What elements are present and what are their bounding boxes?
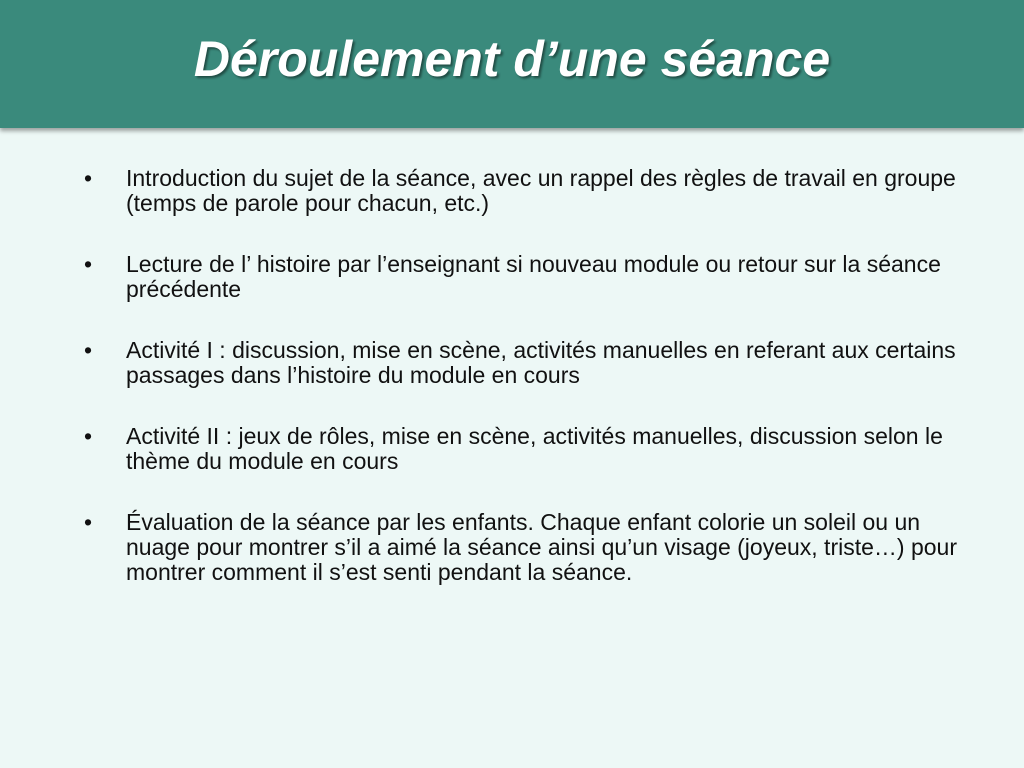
bullet-icon: • <box>84 509 93 535</box>
title-bar <box>0 0 1024 128</box>
bullet-icon: • <box>84 337 93 363</box>
bullet-text-1: Introduction du sujet de la séance, avec un rappel des règles de travail en groupe (temps de parole pour chacun, etc.) <box>126 165 956 216</box>
bullet-item-5 <box>84 510 964 585</box>
bullet-text-5: Évaluation de la séance par les enfants. Chaque enfant colorie un soleil ou un nuage pour montrer s’il a aimé la séance ainsi qu’un visage (joyeux, triste…) pour montrer comment il s’est senti pendant la séance. <box>126 509 957 585</box>
bullet-item-3 <box>84 338 964 388</box>
bullet-icon: • <box>84 251 93 277</box>
bullet-item-2 <box>84 252 964 302</box>
bullet-item-1 <box>84 166 964 216</box>
bullet-text-4: Activité II : jeux de rôles, mise en scène, activités manuelles, discussion selon le thème du module en cours <box>126 423 943 474</box>
bullet-text-2: Lecture de l’ histoire par l’enseignant si nouveau module ou retour sur la séance précédente <box>126 251 941 302</box>
bullet-text-3: Activité I : discussion, mise en scène, activités manuelles en referant aux certains passages dans l’histoire du module en cours <box>126 337 956 388</box>
bullet-icon: • <box>84 165 93 191</box>
slide-title: Déroulement d’une séance <box>193 31 831 87</box>
bullet-list <box>84 166 964 621</box>
bullet-item-4 <box>84 424 964 474</box>
bullet-icon: • <box>84 423 93 449</box>
